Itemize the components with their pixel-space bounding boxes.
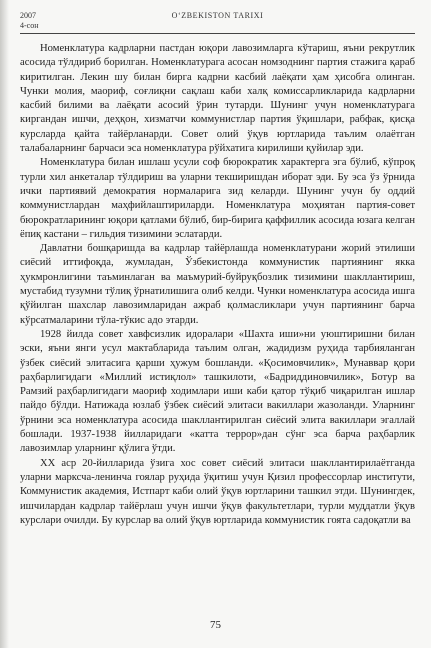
page-number: 75: [210, 619, 221, 631]
issue-year: 2007: [20, 11, 36, 20]
paragraph: XX аср 20-йилларида ўзига хос совет сиёсий элитаси шакллантирилаётганда уларни марксча-ленинча гоялар руҳида ўқитиш учун Қизил профессорлар институти, Коммунистик академия, Истпарт каби олий ўқув юртларини ташкил этди. Шунингдек, ишчилардан кадрлар тайёрлаш учун ишчи ўқув факультетлари, турли муддатли ўқув курслари очилди. Бу курслар ва олий ўқув юртларида коммунистик гоята садоқатли ва: [20, 457, 415, 526]
issue-number: 4-сон: [20, 21, 39, 30]
header-rule: [20, 33, 415, 34]
running-header: [20, 9, 415, 35]
paragraph: Номенклатура кадрларни пастдан юқори лавозимларга кўтариш, яъни рекрутлик асосида тўлдириб борилган. Номенклатурага асосан номзоднинг партия стажига қараб киритилган. Лекин шу билан бирга кадрни касбий лаёқати ҳам ҳисобга олинган. Чунки молия, маориф, соғлиқни сақлаш каби халқ комиссарликларида кадрларни касбий билими ва лаёқати асосий ўрин тутарди. Шунинг учун номенклатурага киргандан ишчи, деҳқон, хизматчи коммунистлар партия ўқишлари, рабфак, қисқа курсларда қайта тайёрланарди. Совет олий ўқув юртларида таълим олаётган талабаларнинг барчаси эса номенклатура рўйхатига кирилиши қуйилар эди.: [20, 43, 415, 155]
paragraph: 1928 йилда совет хавфсизлик идоралари «Шахта иши»ни уюштиришни билан эски, яъни янги усул мактабларида таълим олган, жадидизм руҳида тарбияланган ўзбек сиёсий элитасига қарши ҳужум бошланди. «Қосимовчилик», Мунаввар қори раҳбарлигидаги «Миллий истиқлол» ташкилоти, «Бадриддиновчилик», Ботур ва Рамзий раҳбарлигидаги маориф ходимлари иши каби қатор тўқиб чиқарилган ишлар пайдо бўлди. Натижада юзлаб ўзбек сиёсий элитаси вакиллари жазоланди. Уларнинг ўрнини эса номенклатура асосида шакллантирилган сиёсий элита вакиллари эгаллай бошлади. 1937-1938 йилларидаги «катта террор»дан сўнг эса барча раҳбарлик лавозимлар уларнинг қўлига ўтди.: [20, 328, 415, 455]
paragraph: Давлатни бошқаришда ва кадрлар тайёрлашда номенклатурани жорий этилиши сиёсий иттифоқда, жумладан, Ўзбекистонда коммунистик партиянинг якка ҳукмронлигини таъминлаган ва маъмурий-буйруқбозлик тизимини шакллантириш, мустабид тузумни тўлиқ ўрнатилишига олиб келди. Чунки номенклатура асосида ишга қўйилган шахслар лавозимларидан ажраб қолмасликлари учун партиянинг барча кўрсатмаларини тўла-тўкис адо этарди.: [20, 243, 415, 326]
article-body: [20, 42, 415, 528]
journal-title: O‘ZBEKISTON TARIXI: [171, 11, 264, 20]
paragraph: Номенклатура билан ишлаш усули соф бюрократик характерга эга бўлиб, кўпроқ турли хил анкеталар тўлдириш ва уларни текширишдан иборат эди. Бу эса ўз ўрнида ички партиявий демократия нормаларига зид келарди. Шунинг учун бу оддий коммунистлардан маҳфийлаштириларди. Номенклатура моҳиятан партия-совет бюрократларининг юқори қатлами бўлиб, бир-бирига қаффиллик асосида юзага келган ёпиқ кастани – гильдия тизимини эслатарди.: [20, 157, 415, 240]
binding-shadow: [0, 0, 9, 648]
